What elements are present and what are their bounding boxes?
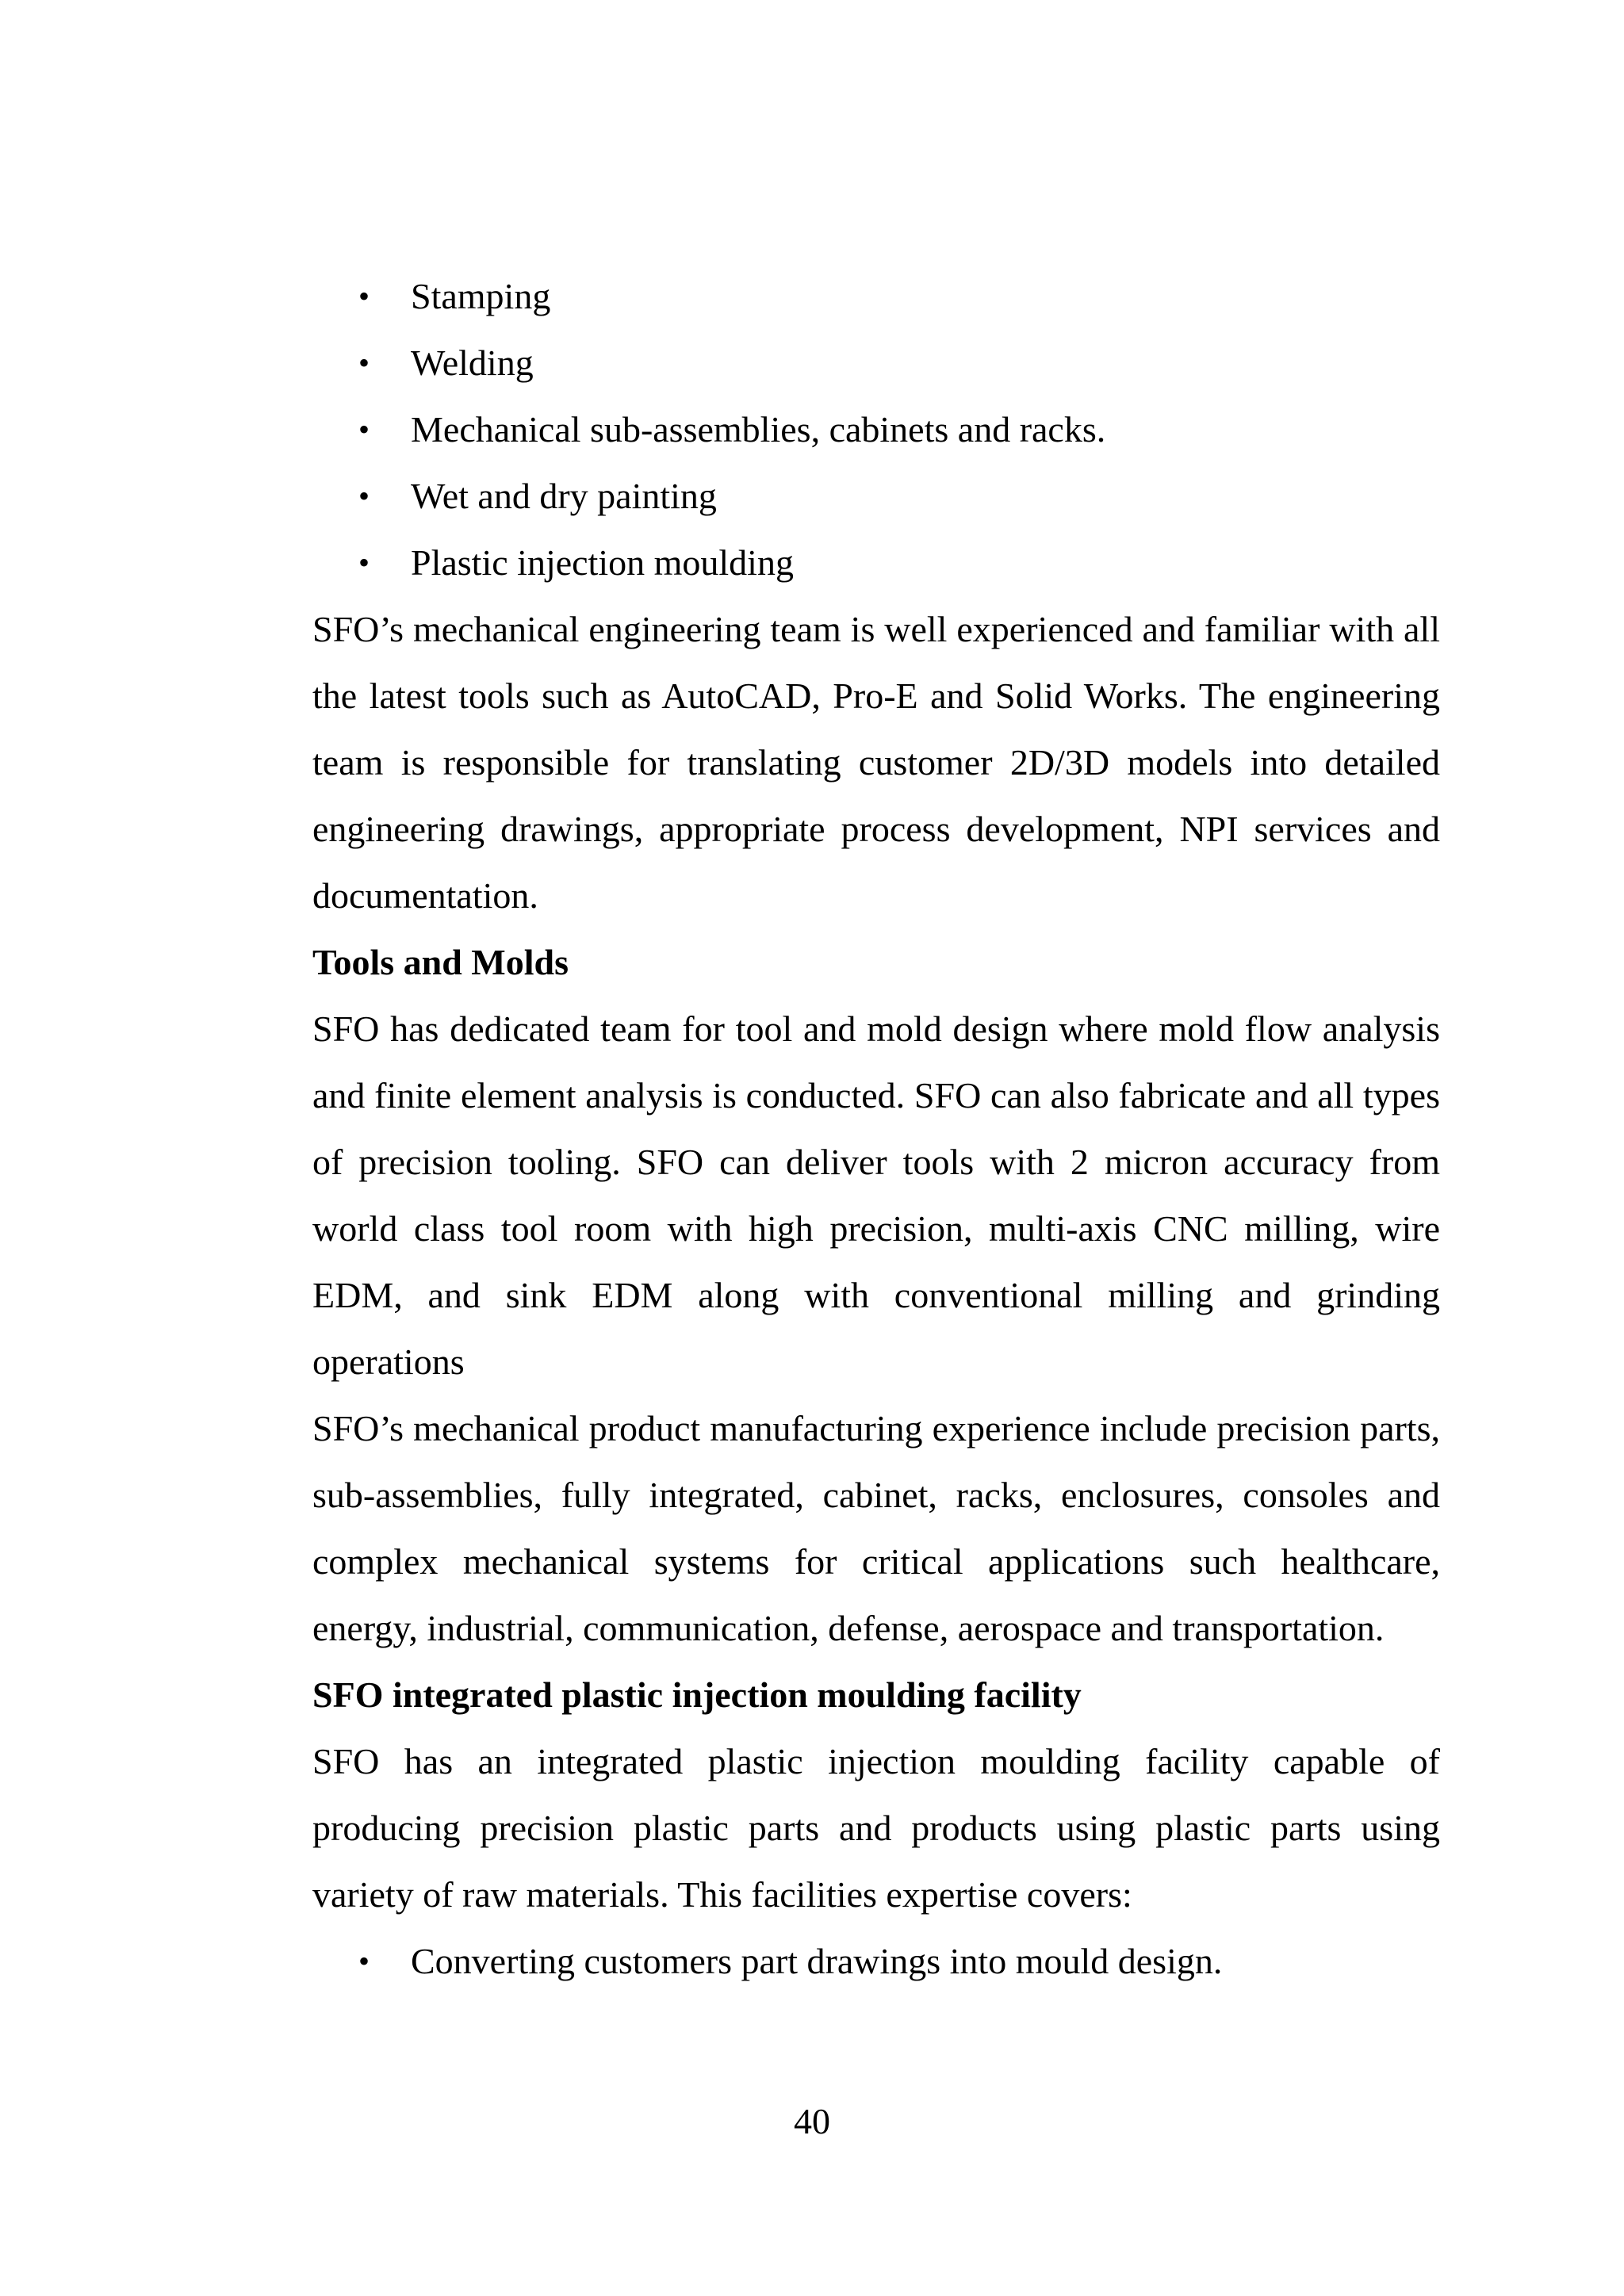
tools-paragraph: SFO has dedicated team for tool and mold design where mold flow analysis and finite element analysis is conducted. SFO can also fabricate and all types of precision tooling. SFO can deliver tools with 2 micron accuracy from world class tool room with high precision, multi-axis CNC milling, wire EDM, and sink EDM along with conventional milling and grinding operations: [312, 1008, 1440, 1382]
list-item: [312, 530, 1440, 596]
list-item-text: Mechanical sub-assemblies, cabinets and racks.: [411, 409, 1106, 450]
plastic-facility-heading: SFO integrated plastic injection moulding facility: [312, 1674, 1082, 1715]
list-item: [312, 396, 1440, 463]
tools-molds-heading: Tools and Molds: [312, 942, 569, 982]
engineering-paragraph: SFO’s mechanical engineering team is well experienced and familiar with all the latest tools such as AutoCAD, Pro-E and Solid Works. The engineering team is responsible for translating customer 2D/3D models into detailed engineering drawings, appropriate process development, NPI services and documentation.: [312, 609, 1440, 916]
list-item: [312, 463, 1440, 530]
bullet-icon: •: [358, 278, 370, 314]
bullet-icon: •: [358, 478, 370, 514]
list-item: [312, 263, 1440, 330]
bullet-icon: •: [358, 545, 370, 580]
list-item-text: Converting customers part drawings into mould design.: [411, 1941, 1223, 1981]
list-item: [312, 1928, 1440, 1995]
bullet-icon: •: [358, 1943, 370, 1979]
list-item-text: Welding: [411, 342, 534, 383]
list-item-text: Wet and dry painting: [411, 476, 717, 516]
bullet-icon: •: [358, 411, 370, 447]
manufacturing-paragraph: SFO’s mechanical product manufacturing experience include precision parts, sub-assemblies, fully integrated, cabinet, racks, enclosures, consoles and complex mechanical systems for critical applications such healthcare, energy, industrial, communication, defense, aerospace and transportation.: [312, 1408, 1440, 1648]
expertise-list: [312, 1928, 1440, 1995]
process-list: [312, 263, 1440, 596]
bullet-icon: •: [358, 345, 370, 381]
page-number: 40: [794, 2101, 830, 2141]
list-item-text: Stamping: [411, 276, 551, 316]
list-item: [312, 330, 1440, 396]
plastic-paragraph: SFO has an integrated plastic injection moulding facility capable of producing precision plastic parts and products using plastic parts using variety of raw materials. This facilities expertise covers:: [312, 1741, 1440, 1915]
list-item-text: Plastic injection moulding: [411, 542, 794, 583]
page-content: [312, 263, 1440, 1995]
